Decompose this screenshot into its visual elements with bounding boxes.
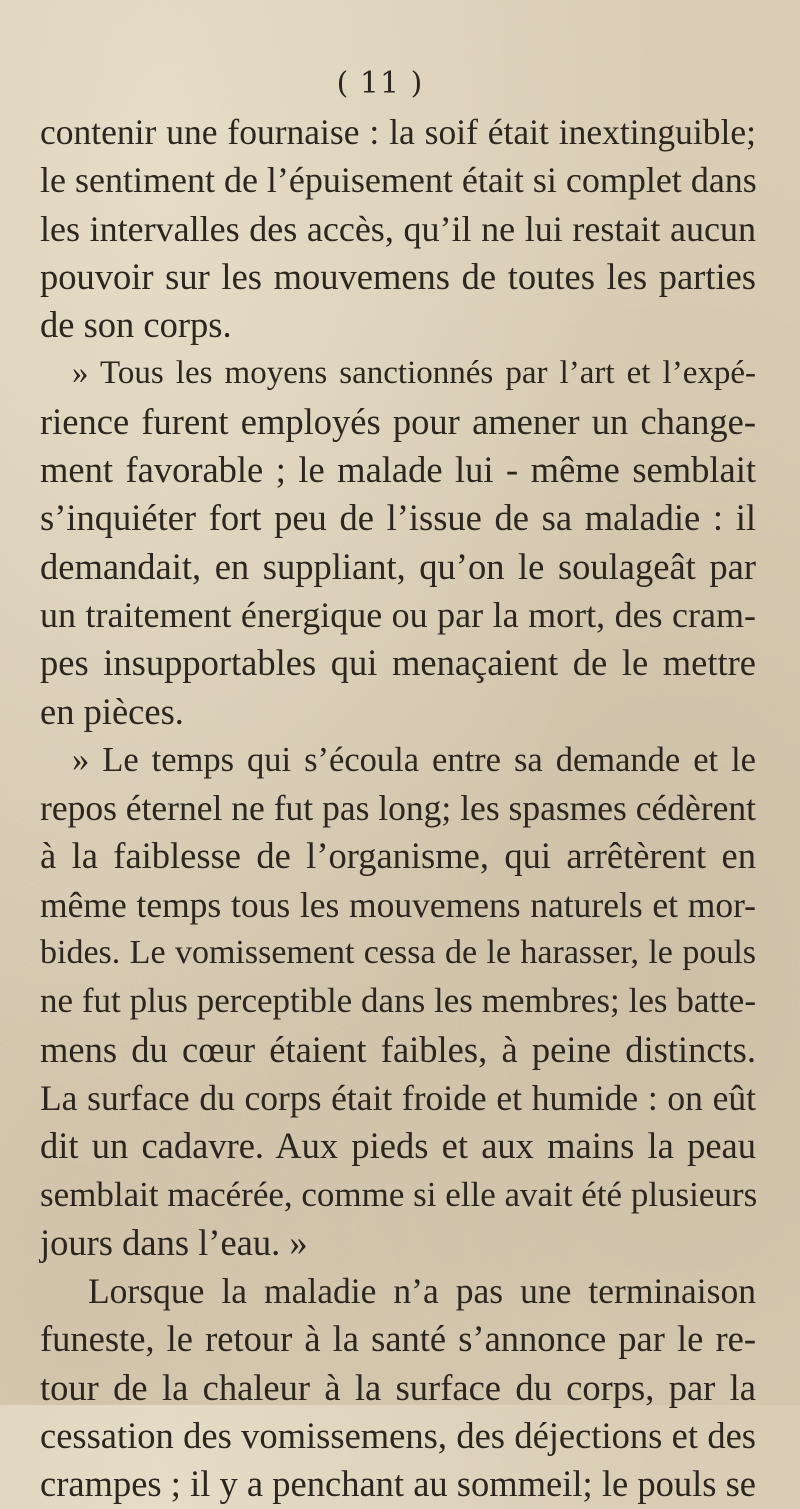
text-line: pouvoir sur les mouvemens de toutes les parties [40,255,756,297]
text-line: un traitement énergique ou par la mort, des cram- [40,594,756,635]
text-line: à la faiblesse de l’organisme, qui arrêtèrent en [40,835,756,877]
text-line: le sentiment de l’épuisement était si complet dans [40,160,757,201]
text-line: jours dans l’eau. » [40,1221,308,1263]
text-line: semblait macérée, comme si elle avait été plusieurs [40,1174,758,1214]
text-line: crampes ; il y a penchant au sommeil; le pouls se [40,1463,756,1505]
page-number: ( 11 ) [336,66,424,101]
text-line: dit un cadavre. Aux pieds et aux mains la peau [40,1125,756,1167]
text-line: repos éternel ne fut pas long; les spasmes cédèrent [40,788,756,829]
text-line: même temps tous les mouvemens naturels et mor- [40,884,756,925]
text-line: Lorsque la maladie n’a pas une terminaison [88,1271,756,1312]
text-line: cessation des vomissemens, des déjections et des [40,1415,756,1457]
text-line: contenir une fournaise : la soif était inextinguible; [40,112,756,152]
text-line: s’inquiéter fort peu de l’issue de sa maladie : il [40,497,756,539]
text-line: bides. Le vomissement cessa de le harasser, le pouls [40,934,756,972]
text-line: tour de la chaleur à la surface du corps, par la [40,1366,756,1408]
text-line: rience furent employés pour amener un change- [40,400,756,442]
text-line: en pièces. [40,690,184,732]
text-line: » Le temps qui s’écoula entre sa demande et le [72,740,756,779]
text-line: ment favorable ; le malade lui - même semblait [40,449,756,491]
text-line: de son corps. [40,304,232,346]
text-line: funeste, le retour à la santé s’annonce par le re- [40,1318,756,1360]
text-line: La surface du corps était froide et humide : on eût [40,1077,756,1118]
text-line: les intervalles des accès, qu’il ne lui restait aucun [40,208,756,249]
text-line: pes insupportables qui menaçaient de le mettre [40,642,756,684]
text-line: ne fut plus perceptible dans les membres; les batte- [40,981,756,1021]
body-text [40,108,756,1509]
text-line: mens du cœur étaient faibles, à peine distincts. [40,1028,756,1070]
text-line: » Tous les moyens sanctionnés par l’art et l’expé- [72,355,756,392]
text-line: demandait, en suppliant, qu’on le soulageât par [40,545,756,587]
